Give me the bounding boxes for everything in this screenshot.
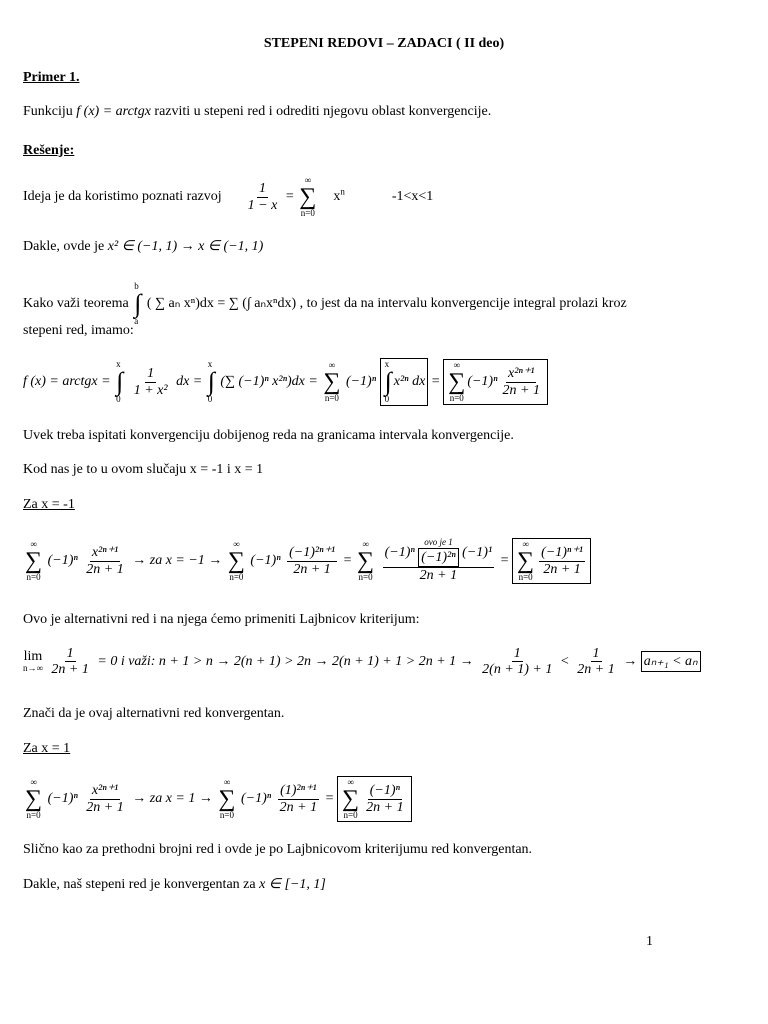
plus-sum1-top: ∞ [30, 777, 37, 787]
minus-c-num [383, 538, 495, 568]
main-dx: dx = [176, 374, 203, 390]
main-lhs: f (x) = arctgx = [23, 374, 111, 390]
task-post: razviti u stepeni red i odrediti njegovu oblast konvergencije. [154, 104, 492, 119]
main-box2-sum-bottom: n=0 [449, 393, 464, 403]
minus-sum3-top: ∞ [362, 539, 369, 549]
plus-sum3-top: ∞ [347, 777, 354, 787]
minus-c-post: (−1)¹ [462, 545, 493, 561]
ovo-je-line: Ovo je alternativni red i na njega ćemo primeniti Lajbnicov kriterijum: [23, 612, 420, 627]
plus-result-box: ∞ ∑ n=0 $\frac{\text{(−1)ⁿ}}{2n + 1}$ [337, 776, 412, 822]
plus-c-num: (−1)ⁿ [369, 783, 400, 799]
plus-a-num: x²ⁿ⁺¹ [91, 783, 119, 799]
idea-num: 1 [258, 181, 266, 197]
minus-sum2-top: ∞ [233, 539, 240, 549]
main-integral-1: x ∫ 0 [116, 359, 124, 404]
theorem-line-2: stepeni red, imamo: [23, 323, 134, 338]
lim-f2-num: 1 [592, 646, 600, 661]
main-box2-den: 2n + 1 [502, 382, 540, 398]
main-box1-text: x²ⁿ dx [393, 374, 426, 389]
idea-sum-bottom: n=0 [300, 208, 315, 218]
main-int2-bottom: 0 [207, 394, 213, 404]
main-sum1-bottom: n=0 [324, 393, 339, 403]
minus-note: ovo je 1 [424, 537, 453, 548]
lim-f1-den: 2(n + 1) + 1 [482, 662, 553, 678]
main-frac-den: 1 + x² [133, 382, 168, 398]
dakle-line-2 [23, 876, 326, 893]
plus-arrow: → za x = 1 → [132, 791, 213, 807]
dakle-line-1 [23, 238, 263, 255]
main-frac-num: 1 [147, 366, 155, 382]
lim-arrow: → [623, 654, 638, 670]
lim-box: aₙ₊₁ < aₙ [641, 651, 701, 672]
uvek-line: Uvek treba ispitati konvergenciju dobijenog reda na granicama intervala konvergencije. [23, 428, 514, 443]
za-plus-heading: Za x = 1 [23, 741, 71, 756]
minus-a-num: x²ⁿ⁺¹ [91, 545, 119, 561]
lim-f1-num: 1 [513, 646, 521, 661]
minus-a: (−1)ⁿ [47, 553, 78, 569]
idea-den: 1 − x [247, 197, 278, 213]
plus-c-den: 2n + 1 [366, 799, 404, 815]
lim-rest: = 0 i važi: n + 1 > n → 2(n + 1) > 2n → 2(n + 1) + 1 > 2n + 1 → [97, 654, 474, 670]
main-int1-top: x [116, 359, 121, 369]
idea-term-exp: n [340, 186, 345, 197]
slicno-line: Slično kao za prethodni brojni red i ovde je po Lajbnicovom kriterijumu red konvergentan. [23, 842, 533, 857]
za-minus-heading: Za x = -1 [23, 497, 75, 512]
plus-equation: ∞ ∑ n=0 (−1)ⁿ $\frac{\text{x²ⁿ⁺¹}}{2n + 1}$ → za x = 1 → ∞ ∑ n=0 (−1)ⁿ $\frac{\text{(1)²ⁿ⁺¹}}{2n + 1}$ = ∞ ∑ n=0 $\frac{\text{(−1)ⁿ}}{2n + 1}$ [23, 776, 412, 822]
minus-sum3-bottom: n=0 [358, 572, 373, 582]
idea-line [23, 176, 433, 218]
minus-sum2-bottom: n=0 [229, 572, 244, 582]
main-box2-num: x²ⁿ⁺¹ [508, 366, 535, 382]
theorem-post: , to jest da na intervalu konvergencije integral prolazi kroz [299, 296, 627, 312]
idea-range: -1<x<1 [391, 189, 434, 205]
minus-sum4-bottom: n=0 [518, 572, 533, 582]
lim-lt: < [560, 654, 569, 670]
minus-sum4-top: ∞ [522, 539, 529, 549]
minus-b-num: (−1)²ⁿ⁺¹ [289, 545, 336, 561]
kod-nas-line: Kod nas je to u ovom slučaju x = -1 i x = 1 [23, 462, 264, 477]
idea-sum-top: ∞ [304, 175, 311, 185]
plus-a-den: 2n + 1 [86, 799, 124, 815]
idea-sum-op: ∑ [299, 184, 317, 210]
lim-num: 1 [66, 646, 74, 661]
idea-text: Ideja je da koristimo poznati razvoj [23, 189, 222, 205]
main-integral-2: x ∫ 0 [207, 359, 215, 404]
plus-sum2-bottom: n=0 [219, 810, 234, 820]
plus-sum1-bottom: n=0 [26, 810, 41, 820]
plus-sum3-bottom: n=0 [343, 810, 358, 820]
idea-term: x [333, 189, 341, 205]
idea-eq: = [285, 189, 294, 205]
minus-c-pre: (−1)ⁿ [384, 545, 415, 561]
minus-equation: ∞ ∑ n=0 (−1)ⁿ $\frac{\text{x²ⁿ⁺¹}}{2n + 1}$ → za x = −1 → ∞ ∑ n=0 (−1)ⁿ $\frac{\text{(−1)²ⁿ⁺¹}}{2n + 1}$ = ∞ ∑ n=0 (−1)ⁿ ovo je 1 (−1)²ⁿ (−1)¹ 2n + 1 = ∞ ∑ n=0 $\frac{\text{(−1)ⁿ⁺¹}}{2n + 1}$ [23, 538, 591, 584]
main-int1-bottom: 0 [116, 394, 121, 404]
lim-den: 2n + 1 [51, 662, 89, 678]
theorem-integral: b ∫ a [134, 281, 142, 326]
main-int2-top: x [207, 359, 213, 369]
plus-a: (−1)ⁿ [47, 791, 78, 807]
dakle1-text: Dakle, ovde je [23, 239, 105, 254]
main-box-1: x ∫ 0 x²ⁿ dx [380, 358, 429, 406]
minus-eq1: = [343, 553, 352, 569]
minus-b: (−1)ⁿ [250, 553, 281, 569]
task-pre: Funkciju [23, 104, 73, 119]
lim-f2-den: 2n + 1 [577, 662, 615, 678]
solution-heading: Rešenje: [23, 143, 75, 158]
plus-b-num: (1)²ⁿ⁺¹ [280, 783, 317, 799]
main-box1-int-bottom: 0 [384, 394, 390, 404]
znaci-line: Znači da je ovaj alternativni red konvergentan. [23, 706, 285, 721]
theorem-int-top: b [134, 281, 139, 291]
task-function: f (x) = arctgx [76, 104, 151, 119]
page-number: 1 [646, 934, 653, 949]
dakle2-text: Dakle, naš stepeni red je konvergentan za [23, 877, 256, 892]
theorem-int-bottom: a [134, 316, 139, 326]
minus-arrow: → za x = −1 → [132, 553, 223, 569]
main-part3: (−1)ⁿ [345, 374, 377, 390]
plus-b: (−1)ⁿ [240, 791, 272, 807]
main-fraction [132, 366, 170, 398]
main-box-2: ∞ ∑ n=0 (−1)ⁿ $\frac{\text{x²ⁿ⁺¹}}{2n + 1}$ [443, 359, 548, 405]
main-part2: (∑ (−1)ⁿ x²ⁿ)dx = [220, 374, 318, 390]
minus-d-num: (−1)ⁿ⁺¹ [541, 545, 583, 561]
minus-a-den: 2n + 1 [86, 561, 124, 577]
task-statement [23, 104, 491, 120]
main-box2-sum-top: ∞ [453, 360, 460, 370]
plus-sum2-top: ∞ [223, 777, 231, 787]
theorem-pre: Kako važi teorema [23, 296, 129, 312]
minus-b-den: 2n + 1 [293, 561, 331, 577]
minus-sum1-bottom: n=0 [26, 572, 41, 582]
example-heading: Primer 1. [23, 70, 80, 85]
idea-fraction [246, 181, 280, 213]
theorem-formula: ( ∑ aₙ xⁿ)dx = ∑ (∫ aₙxⁿdx) [146, 296, 297, 312]
main-sum-1: ∞ ∑ n=0 [323, 360, 341, 403]
dakle2-math: x ∈ [−1, 1] [259, 877, 326, 892]
idea-sum [299, 176, 316, 218]
main-eq: = [431, 374, 440, 390]
main-box2-pre: (−1)ⁿ [467, 374, 498, 389]
minus-sum1-top: ∞ [30, 539, 37, 549]
lim-word: lim [23, 649, 43, 665]
minus-c-den: 2n + 1 [419, 568, 458, 584]
minus-eq2: = [500, 553, 509, 569]
lim-sub: n→∞ [23, 663, 43, 674]
main-equation [23, 358, 548, 406]
theorem-line [23, 282, 735, 326]
page-title: STEPENI REDOVI – ZADACI ( II deo) [263, 36, 505, 51]
minus-c-box: (−1)²ⁿ [418, 548, 458, 567]
plus-b-den: 2n + 1 [279, 799, 318, 815]
plus-eq: = [325, 791, 334, 807]
main-box1-int-top: x [384, 359, 390, 369]
minus-d-den: 2n + 1 [543, 561, 581, 577]
main-sum1-top: ∞ [328, 360, 336, 370]
dakle1-math: x² ∈ (−1, 1) → x ∈ (−1, 1) [107, 239, 264, 254]
lim-equation [23, 646, 701, 678]
minus-result-box: ∞ ∑ n=0 $\frac{\text{(−1)ⁿ⁺¹}}{2n + 1}$ [512, 538, 591, 584]
